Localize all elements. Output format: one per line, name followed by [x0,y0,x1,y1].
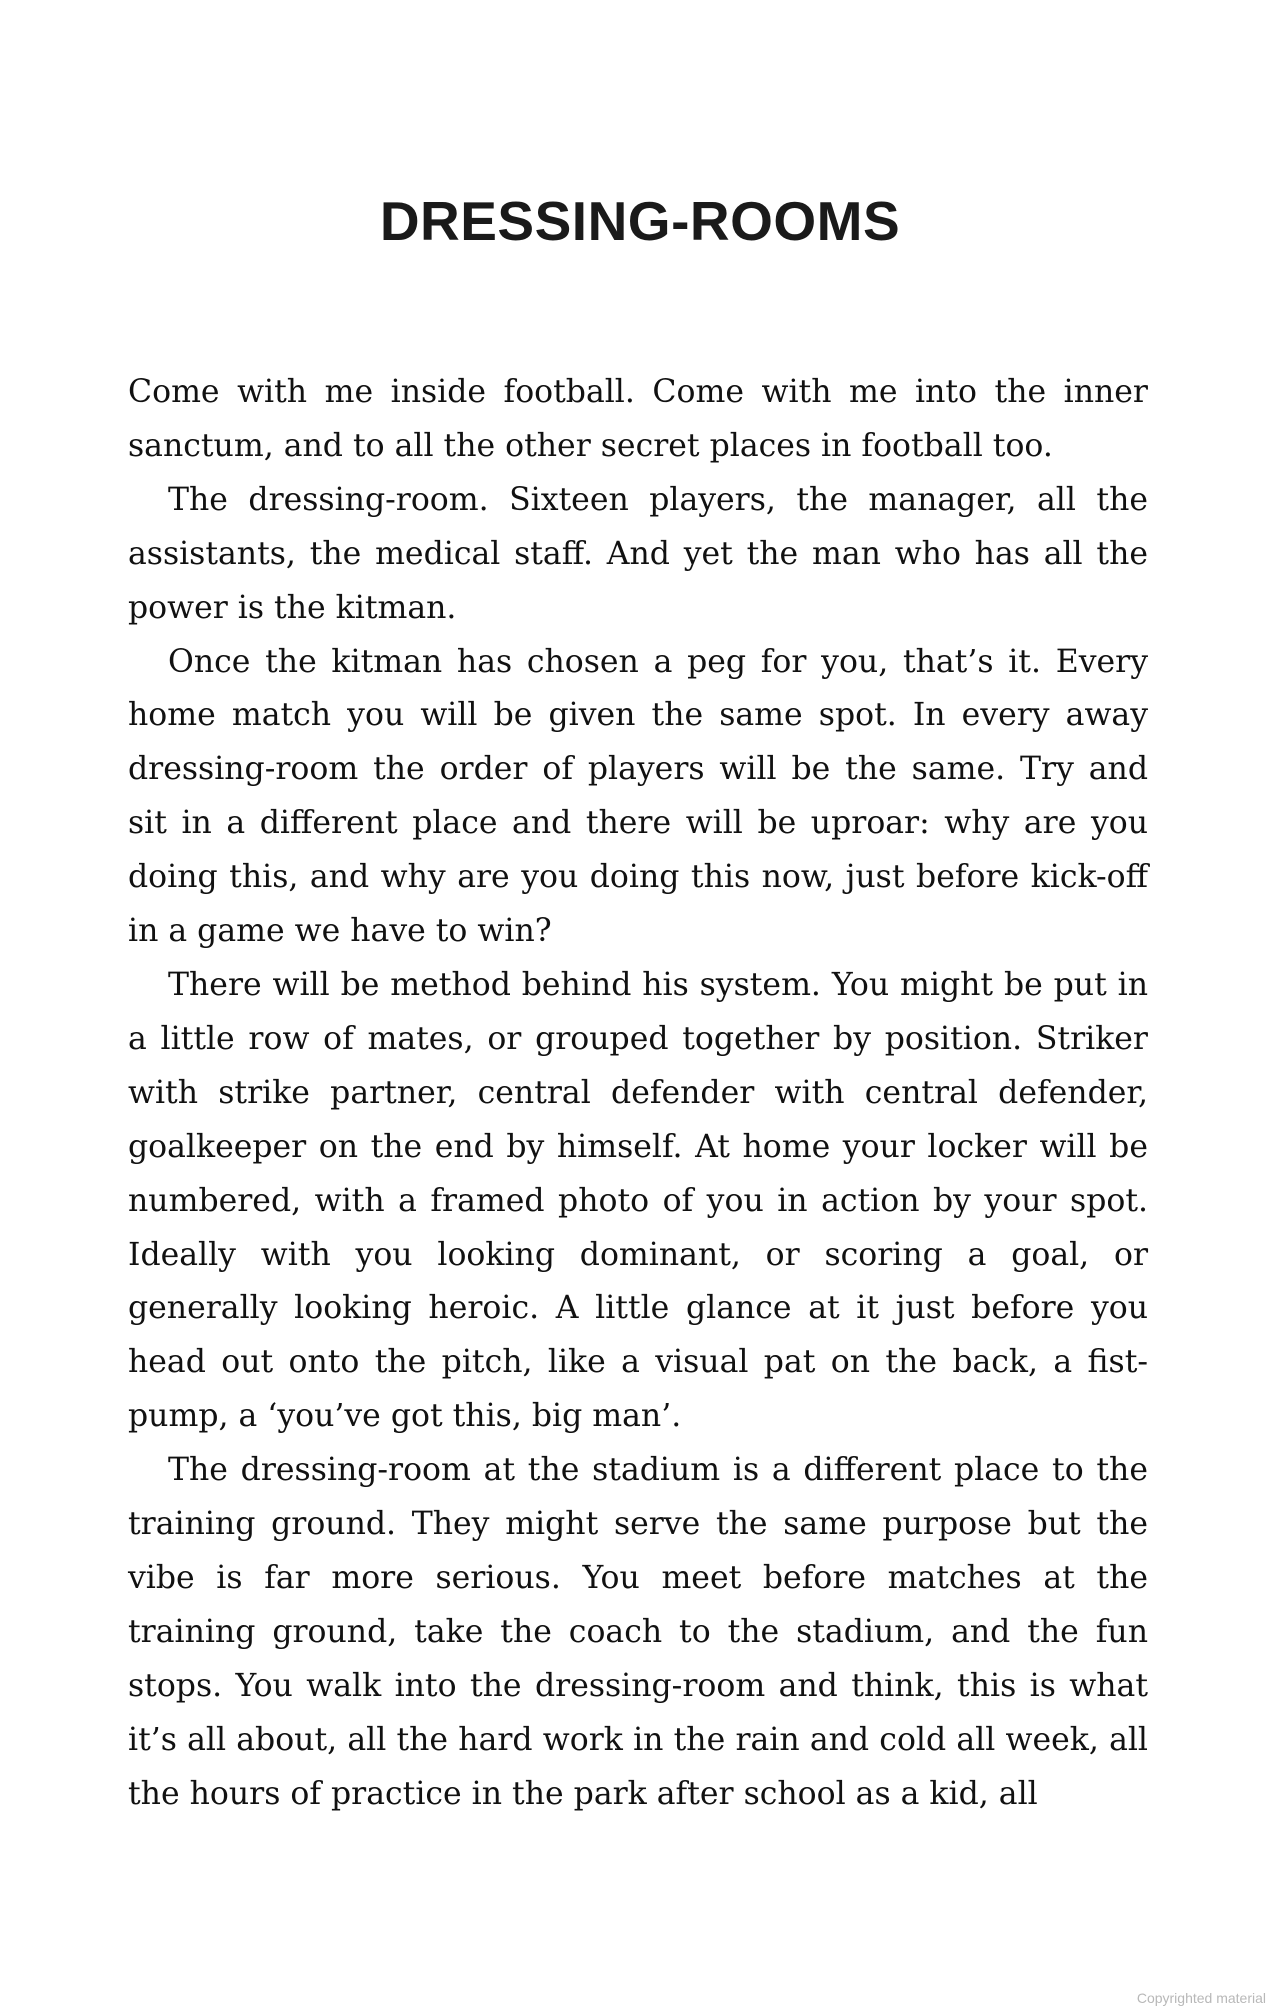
copyright-watermark: Copyrighted material [1136,1990,1266,2006]
paragraph: Come with me inside football. Come with me into the inner sanctum, and to all the other secret places in football too. [128,374,1148,464]
chapter-body [128,366,1148,1821]
paragraph: The dressing-room. Sixteen players, the manager, all the assistants, the medical staff. And yet the man who has all the power is the kitman. [128,481,1148,626]
paragraph: Once the kitman has chosen a peg for you, that’s it. Every home match you will be given the same spot. In every away dressing-room the order of players will be the same. Try and sit in a different place and there will be uproar: why are you doing this, and why are you doing this now, just before kick-off in a game we have to win? [128,643,1148,950]
chapter-title: DRESSING-ROOMS [379,190,901,252]
paragraph: There will be method behind his system. You might be put in a little row of mates, or grouped together by position. Striker with strike partner, central defender with central defender, goalkeeper on the end by himself. At home your locker will be numbered, with a framed photo of you in action by your spot. Ideally with you looking dominant, or scoring a goal, or generally looking heroic. A little glance at it just before you head out onto the pitch, like a visual pat on the back, a fist-pump, a ‘you’ve got this, big man’. [128,966,1148,1435]
paragraph: The dressing-room at the stadium is a different place to the training ground. They might serve the same purpose but the vibe is far more serious. You meet before matches at the training ground, take the coach to the stadium, and the fun stops. You walk into the dressing-room and think, this is what it’s all about, all the hard work in the rain and cold all week, all the hours of practice in the park after school as a kid, all [128,1452,1148,1812]
